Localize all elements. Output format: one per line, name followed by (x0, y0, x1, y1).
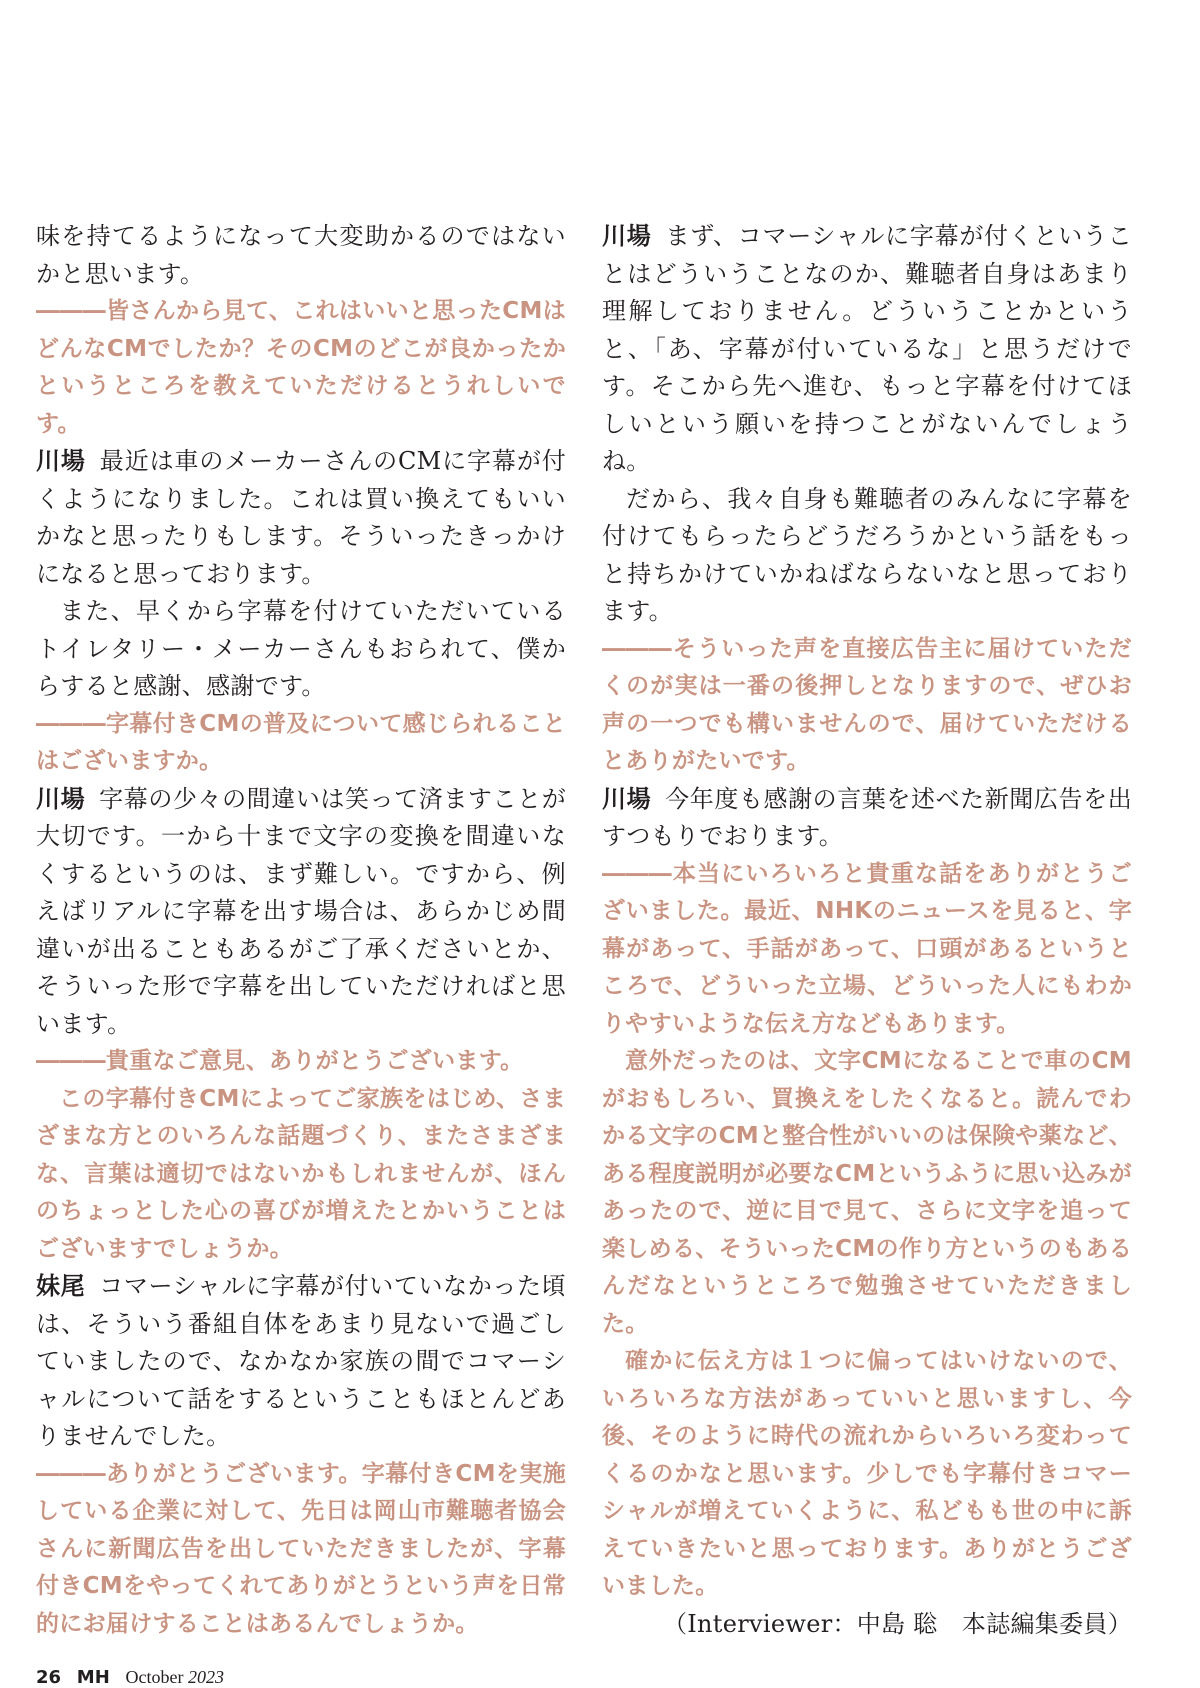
interviewer-question-1: ―――皆さんから見て、これはいいと思ったCMはどんなCMでしたか？そのCMのどこが良かったかというところを教えていただけるとうれしいです。 (36, 298, 566, 437)
answer-4 (602, 218, 1132, 481)
answer-text: 今年度も感謝の言葉を述べた新聞広告を出すつもりでおります。 (602, 784, 1132, 850)
interviewer-question-3: ―――貴重なご意見、ありがとうございます。 (36, 1048, 524, 1074)
answer-text: まず、コマーシャルに字幕が付くということはどういうことなのか、難聴者自身はあまり理解しておりません。どういうことかというと、「あ、字幕が付いているな」と思うだけです。そこから先へ進む、もっと字幕を付けてほしいという願いを持つことがないんでしょうね。 (602, 222, 1132, 475)
speaker-name: 川場 (36, 447, 86, 475)
answer-1-continued: また、早くから字幕を付けていただいているトイレタリー・メーカーさんもおられて、僕からすると感謝、感謝です。 (36, 597, 566, 700)
answer-2 (36, 781, 566, 1044)
answer-text: 最近は車のメーカーさんのCMに字幕が付くようになりました。これは買い換えてもいいかなと思ったりもします。そういったきっかけになると思っております。 (36, 447, 567, 588)
answer-text: 字幕の少々の間違いは笑って済ますことが大切です。一から十まで文字の変換を間違いなくするというのは、まず難しい。ですから、例えばリアルに字幕を出す場合は、あらかじめ間違いが出ることもあるがご了承くださいとか、そういった形で字幕を出していただければと思います。 (36, 784, 566, 1038)
interviewer-question-6: ―――本当にいろいろと貴重な話をありがとうございました。最近、NHKのニュースを見ると、字幕があって、手話があって、口頭があるというところで、どういった立場、どういった人にもわかりやすいような伝え方などもあります。 (602, 860, 1132, 1037)
page-footer (36, 1667, 224, 1688)
answer-4-continued: だから、我々自身も難聴者のみんなに字幕を付けてもらったらどうだろうかという話をもっと持ちかけていかねばならないなと思っております。 (602, 484, 1132, 625)
speaker-name: 川場 (602, 784, 652, 813)
right-column (602, 218, 1132, 1643)
issue-month: October (125, 1667, 184, 1687)
interviewer-question-2: ―――字幕付きCMの普及について感じられることはございますか。 (36, 710, 566, 774)
issue-date (126, 1667, 224, 1687)
left-paragraph-1: 味を持てるようになって大変助かるのではないかと思います。 (36, 222, 566, 288)
interviewer-question-5: ―――そういった声を直接広告主に届けていただくのが実は一番の後押しとなりますので、ぜひお声の一つでも構いませんので、届けていただけるとありがたいです。 (602, 635, 1132, 774)
left-column (36, 218, 566, 1643)
answer-text: コマーシャルに字幕が付いていなかった頃は、そういう番組自体をあまり見ないで過ごしていましたので、なかなか家族の間でコマーシャルについて話をするということもほとんどありませんでした。 (36, 1272, 566, 1450)
answer-3 (36, 1268, 566, 1456)
interviewer-question-4: ―――ありがとうございます。字幕付きCMを実施している企業に対して、先日は岡山市難聴者協会さんに新聞広告を出していただきましたが、字幕付きCMをやってくれてありがとうという声を日常的にお届けすることはあるんでしょうか。 (36, 1460, 566, 1637)
answer-1 (36, 443, 566, 593)
interviewer-question-3-continued: この字幕付きCMによってご家族をはじめ、さまざまな方とのいろんな話題づくり、またさまざまな、言葉は適切ではないかもしれませんが、ほんのちょっとした心の喜びが増えたとかいうことはございますでしょうか。 (36, 1085, 566, 1262)
speaker-name: 川場 (602, 222, 652, 250)
interviewer-credit: （Interviewer：中島 聡 本誌編集委員） (662, 1609, 1132, 1638)
speaker-name: 妹尾 (36, 1272, 86, 1300)
issue-year: 2023 (188, 1667, 224, 1687)
magazine-name: MH (76, 1667, 110, 1688)
answer-5 (602, 781, 1132, 856)
interviewer-question-6-continued-2: 確かに伝え方は１つに偏ってはいけないので、いろいろな方法があっていいと思いますし、今後、そのように時代の流れからいろいろ変わってくるのかなと思います。少しでも字幕付きコマーシャルが増えていくように、私どもも世の中に訴えていきたいと思っております。ありがとうございました。 (602, 1348, 1132, 1599)
page-number: 26 (36, 1667, 62, 1688)
speaker-name: 川場 (36, 784, 86, 813)
interviewer-question-6-continued-1: 意外だったのは、文字CMになることで車のCMがおもしろい、買換えをしたくなると。読んでわかる文字のCMと整合性がいいのは保険や薬など、ある程度説明が必要なCMというふうに思い込みがあったので、逆に目で見て、さらに文字を追って楽しめる、そういったCMの作り方というのもあるんだなというところで勉強させていただきました。 (602, 1048, 1132, 1337)
